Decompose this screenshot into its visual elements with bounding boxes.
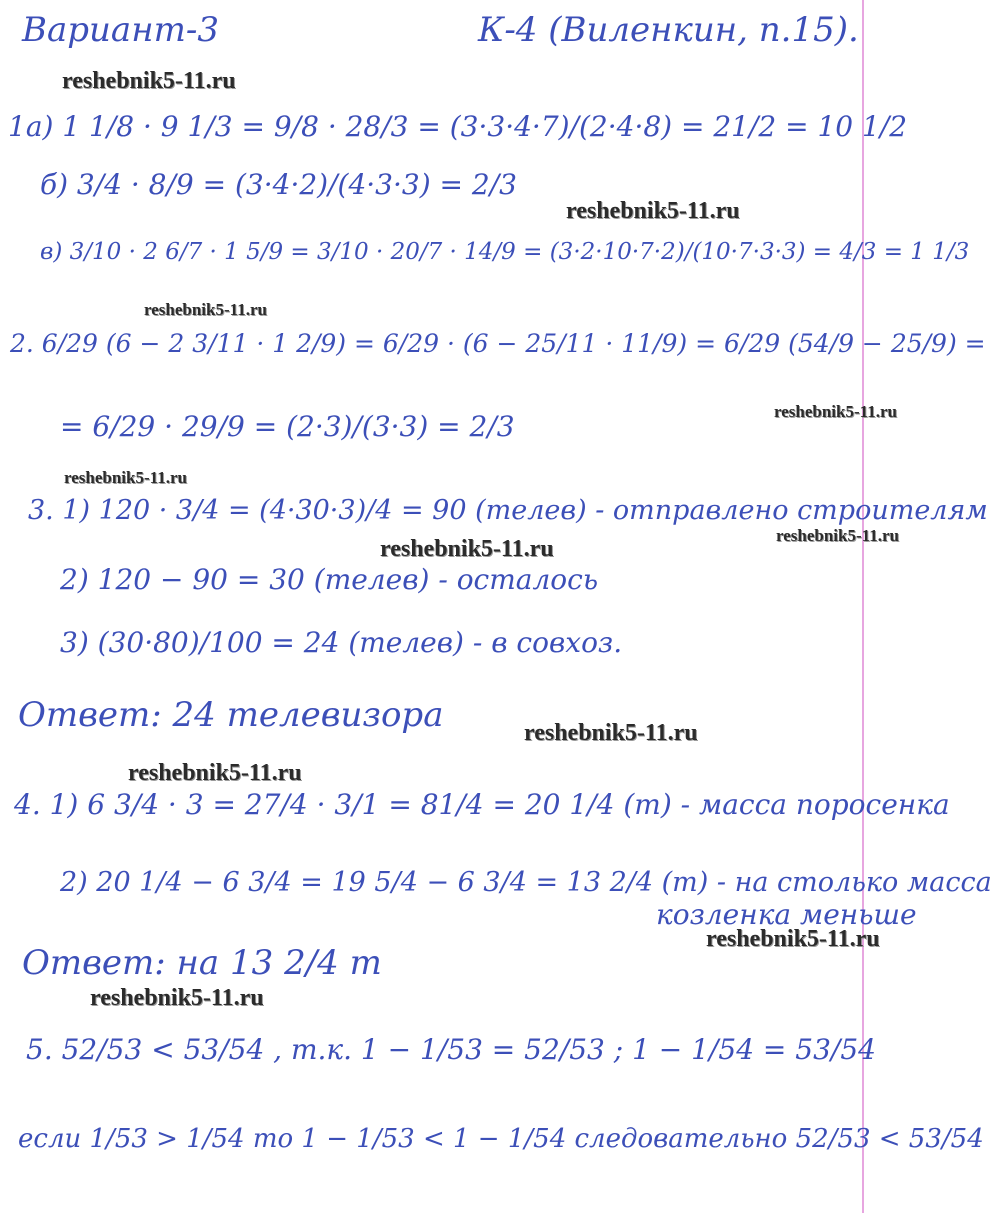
task-3-step-2: 2) 120 − 90 = 30 (телев) - осталось xyxy=(60,563,599,596)
watermark: reshebnik5-11.ru xyxy=(380,536,554,562)
task-5-line-2: если 1/53 > 1/54 то 1 − 1/53 < 1 − 1/54 следовательно 52/53 < 53/54 xyxy=(18,1124,984,1154)
watermark: reshebnik5-11.ru xyxy=(128,760,302,786)
watermark: reshebnik5-11.ru xyxy=(524,720,698,746)
task-4-step-2: 2) 20 1/4 − 6 3/4 = 19 5/4 − 6 3/4 = 13 2/4 (т) - на столько масса xyxy=(60,867,992,898)
task-2-line-2: = 6/29 · 29/9 = (2·3)/(3·3) = 2/3 xyxy=(60,410,515,443)
margin-line xyxy=(862,0,864,1213)
task-1v: в) 3/10 · 2 6/7 · 1 5/9 = 3/10 · 20/7 · 14/9 = (3·2·10·7·2)/(10·7·3·3) = 4/3 = 1 1/3 xyxy=(40,239,970,265)
watermark: reshebnik5-11.ru xyxy=(144,300,267,319)
task-5-line-1: 5. 52/53 < 53/54 , т.к. 1 − 1/53 = 52/53 ; 1 − 1/54 = 53/54 xyxy=(26,1033,876,1066)
assignment-title: К-4 (Виленкин, п.15). xyxy=(478,10,859,50)
watermark: reshebnik5-11.ru xyxy=(64,468,187,487)
task-4-step-2-cont: козленка меньше xyxy=(656,898,917,931)
task-3-step-3: 3) (30·80)/100 = 24 (телев) - в совхоз. xyxy=(60,626,623,659)
task-1b: б) 3/4 · 8/9 = (3·4·2)/(4·3·3) = 2/3 xyxy=(40,168,517,201)
task-2-line-1: 2. 6/29 (6 − 2 3/11 · 1 2/9) = 6/29 · (6 − 25/11 · 11/9) = 6/29 (54/9 − 25/9) = xyxy=(10,329,986,358)
task-3-step-1: 3. 1) 120 · 3/4 = (4·30·3)/4 = 90 (телев) - отправлено строителям xyxy=(28,495,988,526)
task-3-answer: Ответ: 24 телевизора xyxy=(18,695,444,735)
watermark: reshebnik5-11.ru xyxy=(90,985,264,1011)
watermark: reshebnik5-11.ru xyxy=(776,526,899,545)
variant-heading: Вариант-3 xyxy=(22,10,219,50)
task-1a: 1а) 1 1/8 · 9 1/3 = 9/8 · 28/3 = (3·3·4·7)/(2·4·8) = 21/2 = 10 1/2 xyxy=(8,110,908,143)
watermark: reshebnik5-11.ru xyxy=(62,68,236,94)
task-4-answer: Ответ: на 13 2/4 т xyxy=(22,943,382,983)
watermark: reshebnik5-11.ru xyxy=(566,198,740,224)
task-4-step-1: 4. 1) 6 3/4 · 3 = 27/4 · 3/1 = 81/4 = 20 1/4 (т) - масса поросенка xyxy=(14,788,950,821)
watermark: reshebnik5-11.ru xyxy=(706,926,880,952)
watermark: reshebnik5-11.ru xyxy=(774,402,897,421)
